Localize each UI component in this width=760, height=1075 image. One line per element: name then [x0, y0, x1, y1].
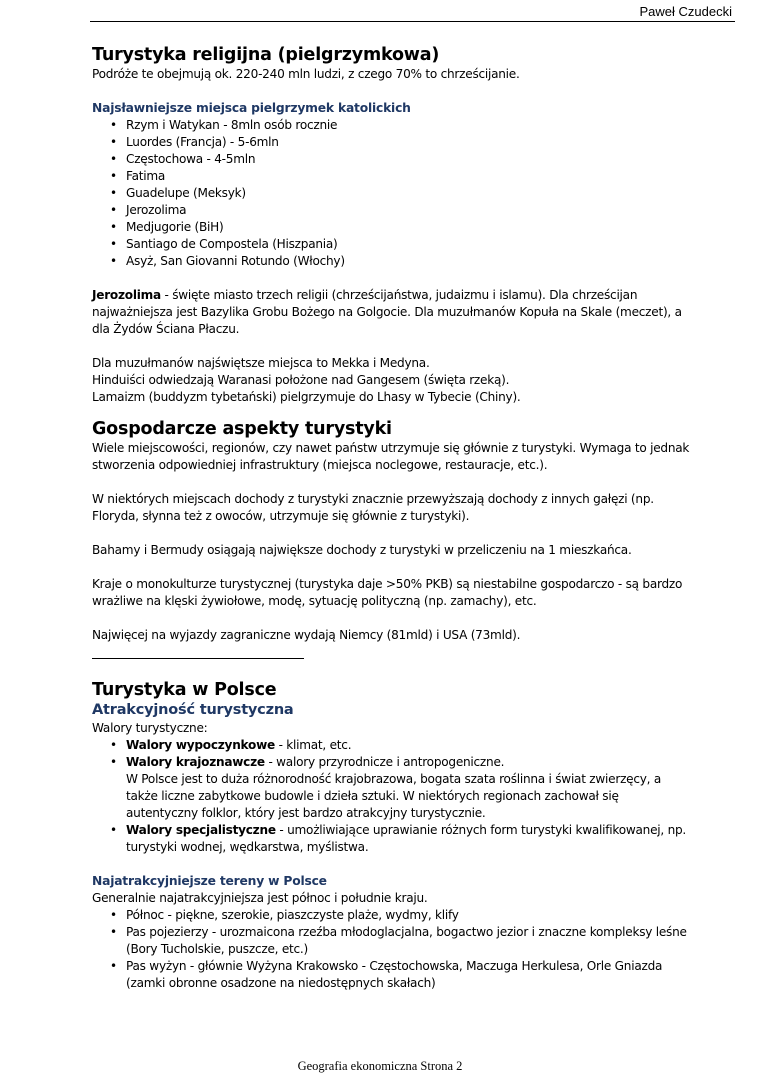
separator-rule — [92, 658, 304, 659]
economic-p2: W niektórych miejscach dochody z turystyki znacznie przewyższają dochody z innych gałęzi (np. Floryda, słynna też z owoców, utrzymuje się głównie z turystyki). — [92, 492, 654, 523]
page-footer: Geografia ekonomiczna Strona 2 — [297, 1059, 463, 1073]
list-item: • Santiago de Compostela (Hiszpania) — [126, 236, 692, 253]
list-item: • Częstochowa - 4-5mln — [126, 151, 692, 168]
section-religious-title: Turystyka religijna (pielgrzymkowa) — [92, 45, 440, 65]
religious-p2: Hinduiści odwiedzają Waranasi położone nad Gangesem (święta rzeką). — [92, 373, 510, 387]
value-desc: - umożliwiające uprawianie różnych form turystyki kwalifikowanej, np. turystyki wodnej, wędkarstwa, myślistwa. — [126, 823, 687, 854]
list-item — [126, 822, 692, 856]
list-item: • Pas pojezierzy - urozmaicona rzeźba młodoglacjalna, bogactwo jezior i znaczne kompleksy leśne (Bory Tucholskie, puszcze, etc.) — [126, 924, 692, 958]
economic-p5: Najwięcej na wyjazdy zagraniczne wydają Niemcy (81mld) i USA (73mld). — [92, 628, 521, 642]
attractive-areas-list — [92, 907, 692, 992]
religious-p1: Dla muzułmanów najświętsze miejsca to Mekka i Medyna. — [92, 356, 430, 370]
values-list — [92, 737, 692, 856]
value-desc: - klimat, etc. — [274, 738, 352, 752]
economic-p3: Bahamy i Bermudy osiągają największe dochody z turystyki w przeliczeniu na 1 mieszkańca. — [92, 543, 632, 557]
attractive-areas-intro: Generalnie najatrakcyjniejsza jest północ i południe kraju. — [92, 891, 428, 905]
list-item: • Jerozolima — [126, 202, 692, 219]
section-poland-title: Turystyka w Polsce — [92, 680, 277, 700]
header-rule — [90, 21, 735, 22]
attractiveness-subtitle: Atrakcyjność turystyczna — [92, 702, 294, 718]
list-item: • Fatima — [126, 168, 692, 185]
list-item: • Rzym i Watykan - 8mln osób rocznie — [126, 117, 692, 134]
value-name: Walory krajoznawcze — [126, 755, 265, 769]
value-extra: W Polsce jest to duża różnorodność krajobrazowa, bogata szata roślinna i świat zwierzęcy, a także liczne zabytkowe budowle i dzieła sztuki. W niektórych regionach zachował się autentyczny folklor, który jest bardzo atrakcyjny turystycznie. — [126, 772, 662, 820]
jerusalem-text: - święte miasto trzech religii (chrześcijaństwa, judaizmu i islamu). Dla chrześcijan najważniejsza jest Bazylika Grobu Bożego na Golgocie. Dla muzułmanów Kopuła na Skale (meczet), a dla Żydów Ściana Płaczu. — [92, 288, 682, 336]
attractive-areas-title: Najatrakcyjniejsze tereny w Polsce — [92, 874, 327, 888]
value-name: Walory specjalistyczne — [126, 823, 276, 837]
religious-p3: Lamaizm (buddyzm tybetański) pielgrzymuje do Lhasy w Tybecie (Chiny). — [92, 390, 521, 404]
jerusalem-bold: Jerozolima — [92, 288, 161, 302]
jerusalem-paragraph — [92, 287, 692, 338]
list-item: • Medjugorie (BiH) — [126, 219, 692, 236]
list-item: • Asyż, San Giovanni Rotundo (Włochy) — [126, 253, 692, 270]
values-intro: Walory turystyczne: — [92, 721, 208, 735]
list-item: • Luordes (Francja) - 5-6mln — [126, 134, 692, 151]
list-item: • Północ - piękne, szerokie, piaszczyste plaże, wydmy, klify — [126, 907, 692, 924]
list-item — [126, 737, 692, 754]
value-desc: - walory przyrodnicze i antropogeniczne. — [264, 755, 505, 769]
list-item: • Pas wyżyn - głównie Wyżyna Krakowsko - Częstochowska, Maczuga Herkulesa, Orle Gniazda (zamki obronne osadzone na niedostępnych skałach) — [126, 958, 692, 992]
list-item — [126, 754, 692, 822]
page-author: Paweł Czudecki — [639, 4, 732, 19]
religious-intro: Podróże te obejmują ok. 220-240 mln ludzi, z czego 70% to chrześcijanie. — [92, 67, 520, 81]
pilgrimage-list — [92, 117, 692, 270]
value-name: Walory wypoczynkowe — [126, 738, 275, 752]
economic-p1: Wiele miejscowości, regionów, czy nawet państw utrzymuje się głównie z turystyki. Wymaga to jednak stworzenia odpowiedniej infrastruktury (miejsca noclegowe, restauracje, etc.). — [92, 441, 690, 472]
economic-p4: Kraje o monokulturze turystycznej (turystyka daje >50% PKB) są niestabilne gospodarczo - są bardzo wrażliwe na klęski żywiołowe, modę, sytuację polityczną (np. zamachy), etc. — [92, 577, 683, 608]
list-item: • Guadelupe (Meksyk) — [126, 185, 692, 202]
pilgrimage-list-title: Najsławniejsze miejsca pielgrzymek katolickich — [92, 101, 411, 115]
page-content — [92, 44, 692, 992]
section-economic-title: Gospodarcze aspekty turystyki — [92, 419, 392, 439]
